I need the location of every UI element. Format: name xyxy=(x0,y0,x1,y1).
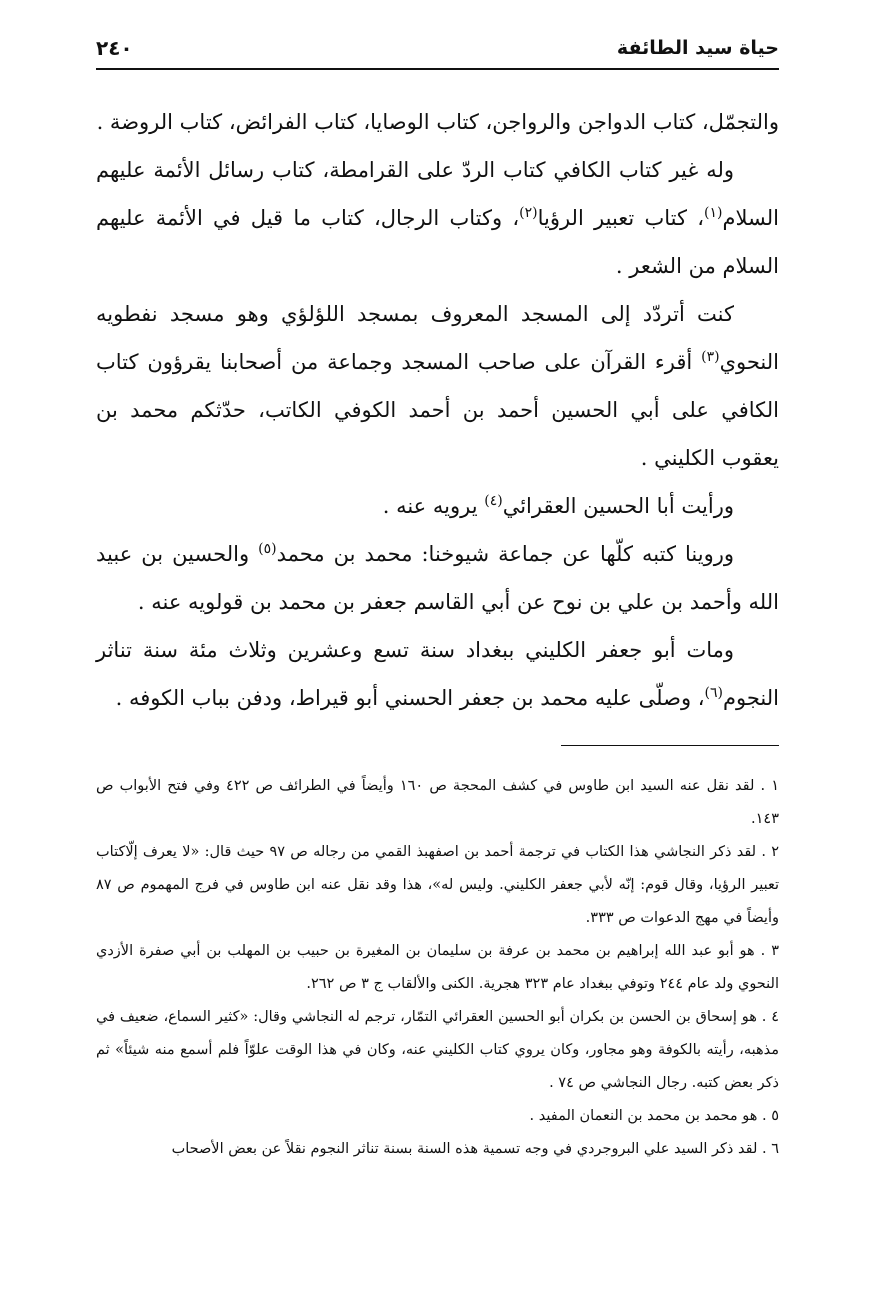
paragraph-text: والحسين بن عبيد الله وأحمد بن علي بن نوح عن أبي القاسم جعفر بن محمد بن قولويه عنه . xyxy=(96,542,779,614)
footnote-text: لقد ذكر النجاشي هذا الكتاب في ترجمة أحمد بن اصفهبذ القمي من رجاله ص ٩٧ حيث قال: «لا يعرف إلّاكتاب تعبير الرؤيا، وقال قوم: إنّه لأبي جعفر الكليني. وليس له»، هذا وقد نقل عنه ابن طاوس في فرج المهموم ص ٨٧ وأيضاً في مهج الدعوات ص ٣٣٣. xyxy=(96,844,779,926)
paragraph-text: كنت أتردّد إلى المسجد المعروف بمسجد اللؤلؤي وهو مسجد نفطويه النحوي xyxy=(96,302,779,374)
footnote-text: لقد ذكر السيد علي البروجردي في وجه تسمية هذه السنة بسنة تناثر النجوم نقلاً عن بعض الأصحاب xyxy=(171,1141,758,1157)
footnote-separator xyxy=(561,745,779,746)
paragraph-text: ومات أبو جعفر الكليني ببغداد سنة تسع وعشرين وثلاث مئة سنة تناثر النجوم xyxy=(96,638,779,710)
paragraph-3 xyxy=(96,290,779,482)
footnote-4 xyxy=(96,1001,779,1100)
footnote-number: ٢ . xyxy=(761,844,780,860)
footnote-ref-3[interactable]: (٣) xyxy=(701,349,720,365)
paragraph-text: أقرء القرآن على صاحب المسجد وجماعة من أصحابنا يقرؤون كتاب الكافي على أبي الحسين أحمد بن أحمد الكوفي الكاتب، حدّثكم محمد بن يعقوب الكليني . xyxy=(96,350,779,470)
page-header xyxy=(96,32,779,70)
footnote-number: ١ . xyxy=(760,778,780,794)
main-text xyxy=(96,98,779,722)
footnote-3 xyxy=(96,935,779,1001)
paragraph-text: ، وصلّى عليه محمد بن جعفر الحسني أبو قيراط، ودفن بباب الكوفه . xyxy=(115,686,705,710)
paragraph-1 xyxy=(96,98,779,146)
footnote-2 xyxy=(96,836,779,935)
footnote-ref-2[interactable]: (٢) xyxy=(519,205,538,221)
footnote-text: هو محمد بن محمد بن النعمان المفيد . xyxy=(529,1108,758,1124)
footnote-1 xyxy=(96,770,779,836)
page-number: ٢٤٠ xyxy=(96,36,133,60)
footnote-ref-4[interactable]: (٤) xyxy=(484,493,503,509)
paragraph-text: ، وكتاب الرجال، كتاب ما قيل في الأئمة عليهم السلام من الشعر . xyxy=(96,206,779,278)
footnote-5 xyxy=(96,1100,779,1133)
paragraph-4 xyxy=(96,482,779,530)
footnote-ref-6[interactable]: (٦) xyxy=(704,685,724,701)
paragraph-2 xyxy=(96,146,779,290)
footnotes xyxy=(96,770,779,1166)
footnote-number: ٦ . xyxy=(761,1141,779,1157)
footnote-ref-5[interactable]: (٥) xyxy=(258,541,277,557)
paragraph-text: ، كتاب تعبير الرؤيا xyxy=(537,206,705,230)
paragraph-text: ورأيت أبا الحسين العقرائي xyxy=(502,494,734,518)
footnote-number: ٤ . xyxy=(761,1009,780,1025)
footnote-ref-1[interactable]: (١) xyxy=(704,205,723,221)
footnote-6 xyxy=(96,1133,779,1166)
paragraph-text: يرويه عنه . xyxy=(382,494,485,518)
footnote-text: هو إسحاق بن الحسن بن بكران أبو الحسين العقرائي التمّار، ترجم له النجاشي وقال: «كثير السماع، ضعيف في مذهبه، رأيته بالكوفة وهو مجاور، وكان يروي كتاب الكليني عنه، وكان في هذا الوقت علوّاً فلم أسمع منه شيئاً» ثم ذكر بعض كتبه. رجال النجاشي ص ٧٤ . xyxy=(96,1009,779,1091)
paragraph-text: وله غير كتاب الكافي كتاب الردّ على القرامطة، كتاب رسائل الأئمة عليهم السلام xyxy=(96,158,779,230)
paragraph-5 xyxy=(96,530,779,626)
running-title: حياة سيد الطائفة xyxy=(616,37,779,59)
footnote-text: هو أبو عبد الله إبراهيم بن محمد بن عرفة بن سليمان بن المغيرة بن حبيب بن المهلب بن أبي صفرة الأزدي النحوي ولد عام ٢٤٤ وتوفي ببغداد عام ٣٢٣ هجرية. الكنى والألقاب ج ٣ ص ٢٦٢. xyxy=(96,943,779,992)
paragraph-text: وروينا كتبه كلّها عن جماعة شيوخنا: محمد بن محمد xyxy=(276,542,734,566)
footnote-number: ٥ . xyxy=(761,1108,779,1124)
paragraph-6 xyxy=(96,626,779,722)
paragraph-text: والتجمّل، كتاب الدواجن والرواجن، كتاب الوصايا، كتاب الفرائض، كتاب الروضة . xyxy=(96,110,779,134)
footnote-number: ٣ . xyxy=(760,943,779,959)
footnote-text: لقد نقل عنه السيد ابن طاوس في كشف المحجة ص ١٦٠ وأيضاً في الطرائف ص ٤٢٢ وفي فتح الأبواب ص ١٤٣. xyxy=(96,778,779,827)
